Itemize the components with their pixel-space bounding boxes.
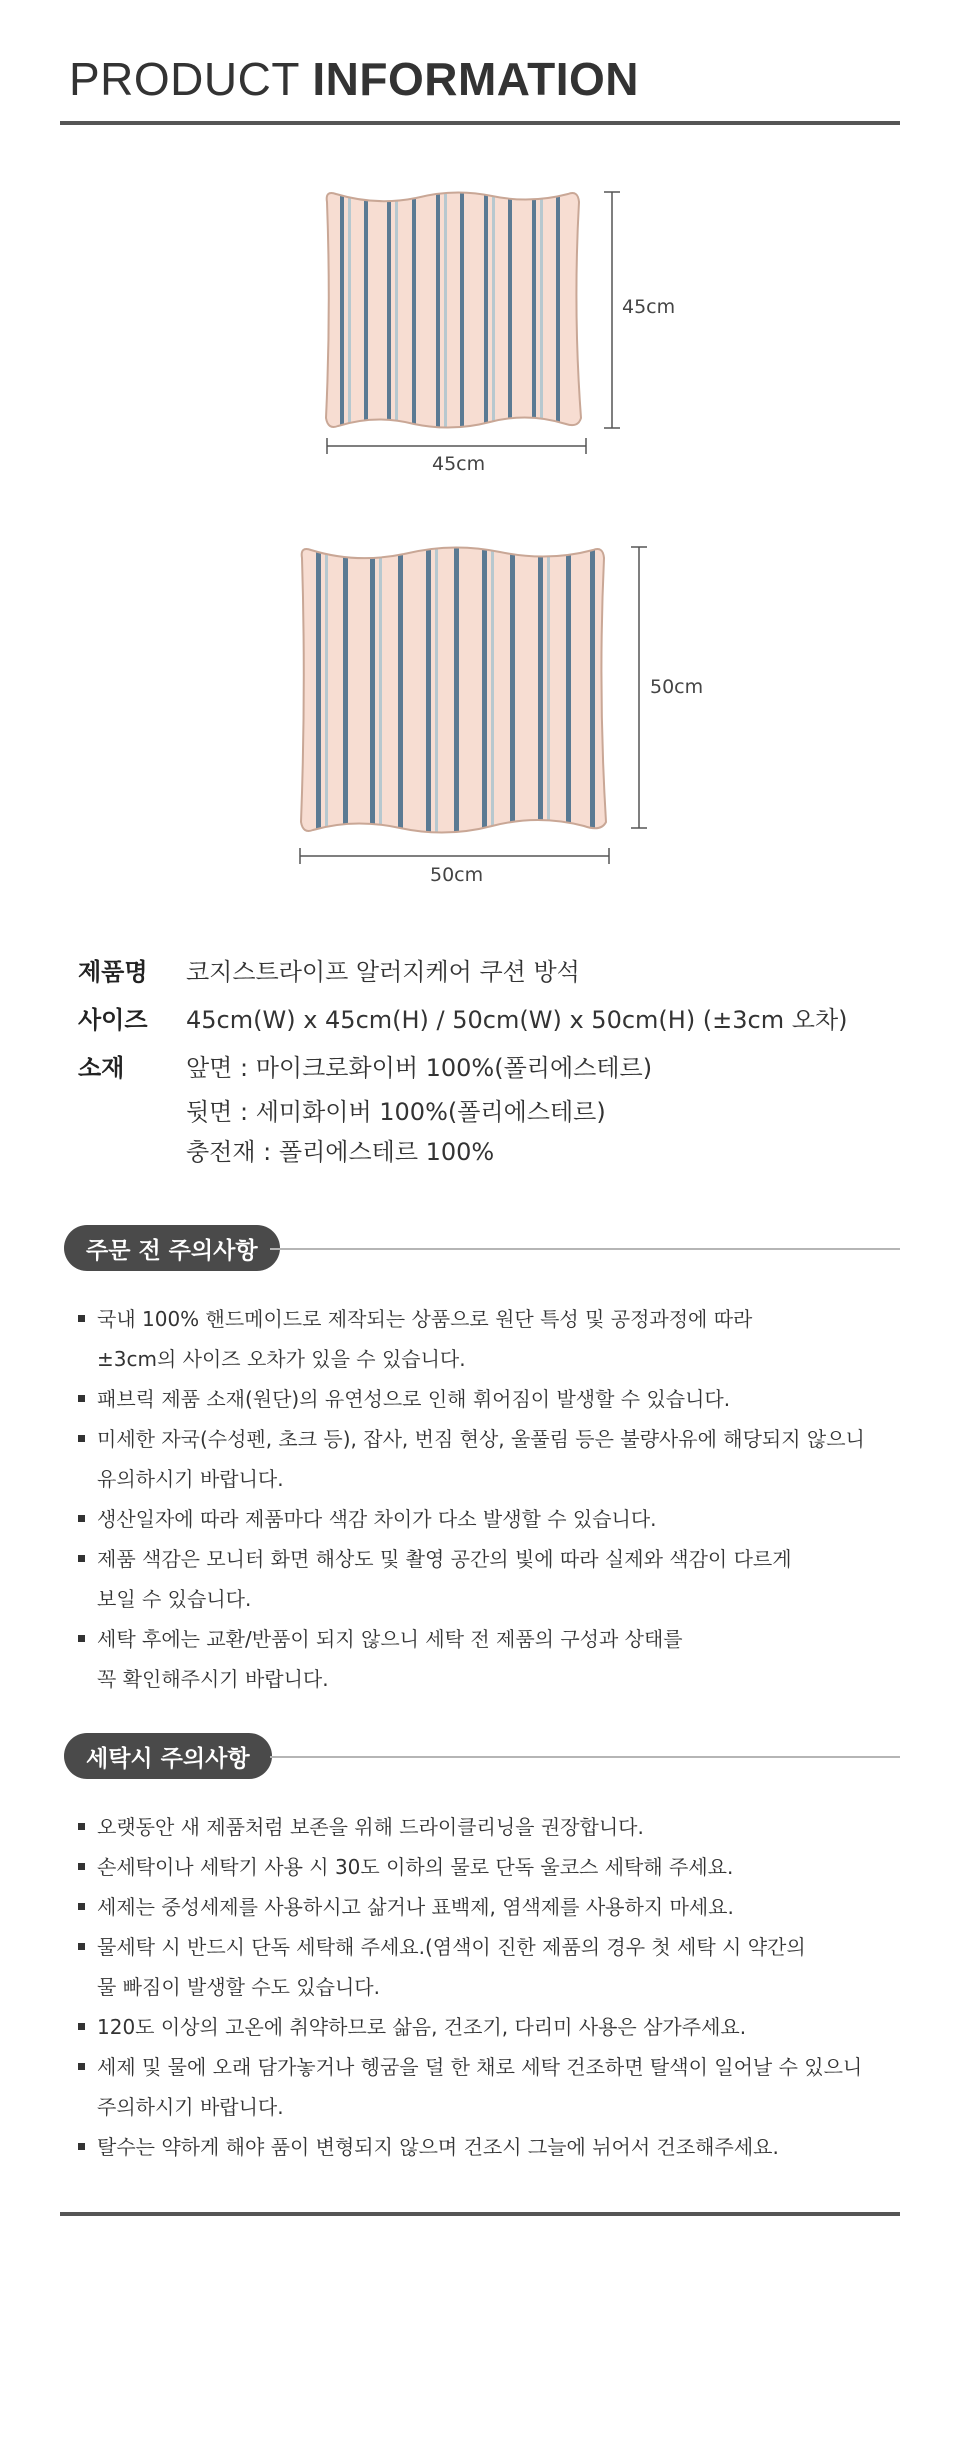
spec-size-value: 45cm(W) x 45cm(H) / 50cm(W) x 50cm(H) (±3cm 오차) [186,1005,848,1034]
wash-note-3: 세제는 중성세제를 사용하시고 삶거나 표백제, 염색제를 사용하지 마세요. [78,1891,734,1920]
page-title-thin: PRODUCT [69,53,300,105]
spec-material-line-1: 앞면 : 마이크로화이버 100%(폴리에스테르) [186,1053,653,1082]
order-notice-heading: 주문 전 주의사항 [64,1225,280,1271]
order-note-4: 생산일자에 따라 제품마다 색감 차이가 다소 발생할 수 있습니다. [78,1503,657,1532]
wash-notice-divider [270,1756,900,1758]
order-note-2: 패브릭 제품 소재(원단)의 유연성으로 인해 휘어짐이 발생할 수 있습니다. [78,1383,730,1412]
wash-notice-heading: 세탁시 주의사항 [64,1733,272,1779]
bullet-icon [78,1555,85,1562]
bullet-icon [78,1823,85,1830]
bullet-icon [78,1395,85,1402]
page-title-bold: INFORMATION [312,53,639,105]
spec-name-row [78,949,580,989]
spec-material-row [78,1045,652,1085]
wash-note-4-cont: 물 빠짐이 발생할 수도 있습니다. [97,1975,380,1999]
spec-name-value: 코지스트라이프 알러지케어 쿠션 방석 [186,957,580,986]
wash-note-6: 세제 및 물에 오래 담가놓거나 헹굼을 덜 한 채로 세탁 건조하면 탈색이 일어날 수 있으니 [78,2051,862,2080]
order-note-1: 국내 100% 핸드메이드로 제작되는 상품으로 원단 특성 및 공정과정에 따라 [78,1303,752,1332]
wash-note-4: 물세탁 시 반드시 단독 세탁해 주세요.(염색이 진한 제품의 경우 첫 세탁 시 약간의 [78,1931,806,1960]
small-height-label: 45cm [622,296,676,318]
wash-note-5: 120도 이상의 고온에 취약하므로 삶음, 건조기, 다리미 사용은 삼가주세요. [78,2011,746,2040]
order-note-6: 세탁 후에는 교환/반품이 되지 않으니 세탁 전 제품의 구성과 상태를 [78,1623,683,1652]
order-note-3-cont: 유의하시기 바랍니다. [97,1467,284,1491]
bullet-icon [78,1943,85,1950]
spec-material-line-2: 뒷면 : 세미화이버 100%(폴리에스테르) [186,1098,606,1126]
order-note-6-cont: 꼭 확인해주시기 바랍니다. [97,1667,329,1691]
bullet-icon [78,2023,85,2030]
cushion-large [301,535,606,845]
bullet-icon [78,1435,85,1442]
order-notice-divider [270,1248,900,1250]
bullet-icon [78,1903,85,1910]
order-note-5: 제품 색감은 모니터 화면 해상도 및 촬영 공간의 빛에 따라 실제와 색감이 다르게 [78,1543,792,1572]
spec-size-row [78,997,848,1037]
wash-note-7: 탈수는 약하게 해야 품이 변형되지 않으며 건조시 그늘에 뉘어서 건조해주세요. [78,2131,779,2160]
large-height-label: 50cm [650,676,704,698]
footer-divider [60,2212,900,2216]
wash-note-2: 손세탁이나 세탁기 사용 시 30도 이하의 물로 단독 울코스 세탁해 주세요. [78,1851,733,1880]
bullet-icon [78,2143,85,2150]
bullet-icon [78,2063,85,2070]
order-note-5-cont: 보일 수 있습니다. [97,1587,252,1611]
small-width-label: 45cm [432,453,486,475]
spec-material-line-3: 충전재 : 폴리에스테르 100% [186,1138,495,1166]
cushion-small [326,180,581,440]
bullet-icon [78,1315,85,1322]
wash-note-1: 오랫동안 새 제품처럼 보존을 위해 드라이클리닝을 권장합니다. [78,1811,644,1840]
cushion-size-diagram [0,0,960,900]
order-note-1-cont: ±3cm의 사이즈 오차가 있을 수 있습니다. [97,1347,466,1371]
wash-note-6-cont: 주의하시기 바랍니다. [97,2095,284,2119]
large-width-label: 50cm [430,864,484,886]
spec-size-label: 사이즈 [78,1005,148,1034]
bullet-icon [78,1635,85,1642]
spec-material-label: 소재 [78,1053,125,1082]
order-note-3: 미세한 자국(수성펜, 초크 등), 잡사, 번짐 현상, 울풀림 등은 불량사유에 해당되지 않으니 [78,1423,865,1452]
bullet-icon [78,1515,85,1522]
spec-name-label: 제품명 [78,957,148,986]
bullet-icon [78,1863,85,1870]
